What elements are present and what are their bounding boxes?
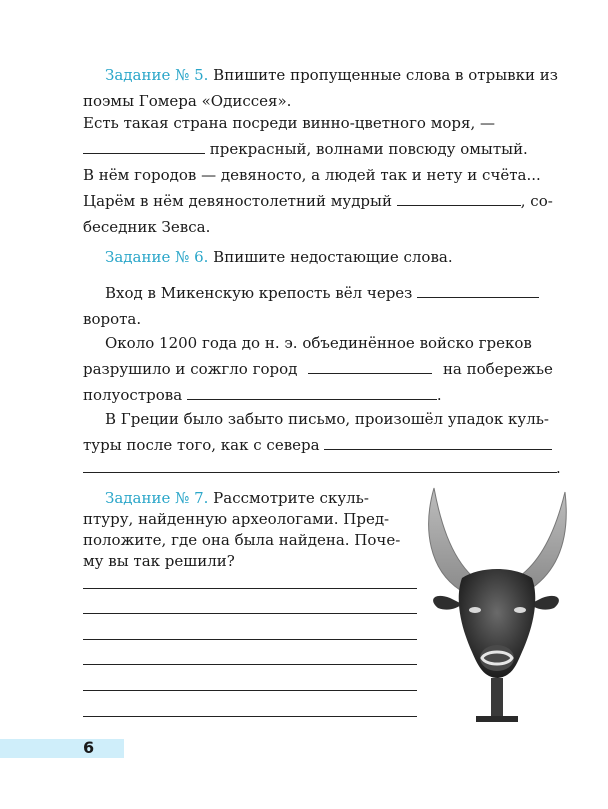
poem-line-5 (83, 214, 561, 240)
task6-s1-text: Вход в Микенскую крепость вёл через (105, 284, 413, 302)
answer-line-north-tribes-2[interactable] (83, 472, 557, 473)
page-number: 6 (83, 738, 95, 757)
poem-line-5-text: беседник Зевса. (83, 218, 211, 236)
bull-head-sculpture-image (420, 480, 570, 725)
task6-sentence-2 (83, 330, 561, 356)
answer-blank-gate[interactable] (417, 283, 539, 298)
task6-s1-end: ворота. (83, 310, 142, 328)
task7-label: Задание № 7. (105, 489, 209, 507)
task7-text-3: положите, где она была найдена. Поче- (83, 531, 401, 549)
task7-heading (83, 488, 413, 509)
poem-line-4 (83, 188, 561, 214)
answer-line-3[interactable] (83, 639, 417, 640)
task6-sentence-3-line2 (83, 432, 561, 458)
task5-label: Задание № 5. (105, 66, 209, 84)
task7-line-4 (83, 551, 413, 572)
poem-line-4-end: , со- (520, 192, 553, 210)
task6-sentence-3 (83, 406, 561, 432)
answer-line-6[interactable] (83, 716, 417, 717)
answer-line-4[interactable] (83, 664, 417, 665)
task5-heading (83, 62, 561, 114)
task7-line-2 (83, 509, 413, 530)
task6-s3-line1: В Греции было забыто письмо, произошёл упадок куль- (105, 410, 549, 428)
task5-text: Впишите пропущенные слова в отрывки из поэмы Гомера «Одиссея». (83, 66, 558, 110)
task7-text-2: птуру, найденную археологами. Пред- (83, 510, 390, 528)
poem-line-2-text: прекрасный, волнами повсюду омытый. (209, 140, 528, 158)
task6-s3-line2: туры после того, как с севера (83, 436, 320, 454)
task6-label: Задание № 6. (105, 248, 209, 266)
poem-line-1-text: Есть такая страна посреди винно-цветного моря, — (83, 114, 496, 132)
task7-text-4: му вы так решили? (83, 552, 235, 570)
task6-sentence-2-line2 (83, 356, 561, 382)
poem-line-3-text: В нём городов — девяносто, а людей так и нету и счёта... (83, 166, 541, 184)
answer-blank-peninsula[interactable] (187, 385, 437, 400)
task6-s3-end: . (556, 459, 561, 477)
poem-line-4-text: Царём в нём девяностолетний мудрый (83, 192, 392, 210)
task6-text: Впишите недостающие слова. (213, 248, 453, 266)
answer-blank-city[interactable] (308, 359, 432, 374)
task6-sentence-1-end (83, 306, 561, 332)
task6-s2-line3b: . (436, 386, 442, 404)
task6-s2-line2a: разрушило и сожгло город (83, 360, 298, 378)
answer-blank-country[interactable] (83, 139, 205, 154)
task7-line-3 (83, 530, 413, 551)
answer-blank-north-tribes[interactable] (324, 435, 552, 450)
poem-line-3 (83, 162, 561, 188)
poem-line-1 (83, 110, 561, 136)
task6-sentence-2-line3 (83, 382, 561, 408)
answer-blank-king[interactable] (397, 191, 521, 206)
page-number-tab (0, 739, 124, 758)
task6-sentence-1 (83, 280, 561, 306)
task6-s2-line3a: полуострова (83, 386, 183, 404)
task7-text-1: Рассмотрите скуль- (213, 489, 369, 507)
answer-line-2[interactable] (83, 613, 417, 614)
poem-line-2 (83, 136, 561, 162)
answer-line-1[interactable] (83, 588, 417, 589)
task6-s2-line2b: на побережье (442, 360, 553, 378)
task6-s2-line1: Около 1200 года до н. э. объединённое войско греков (105, 334, 532, 352)
task6-heading (83, 244, 561, 270)
answer-line-5[interactable] (83, 690, 417, 691)
